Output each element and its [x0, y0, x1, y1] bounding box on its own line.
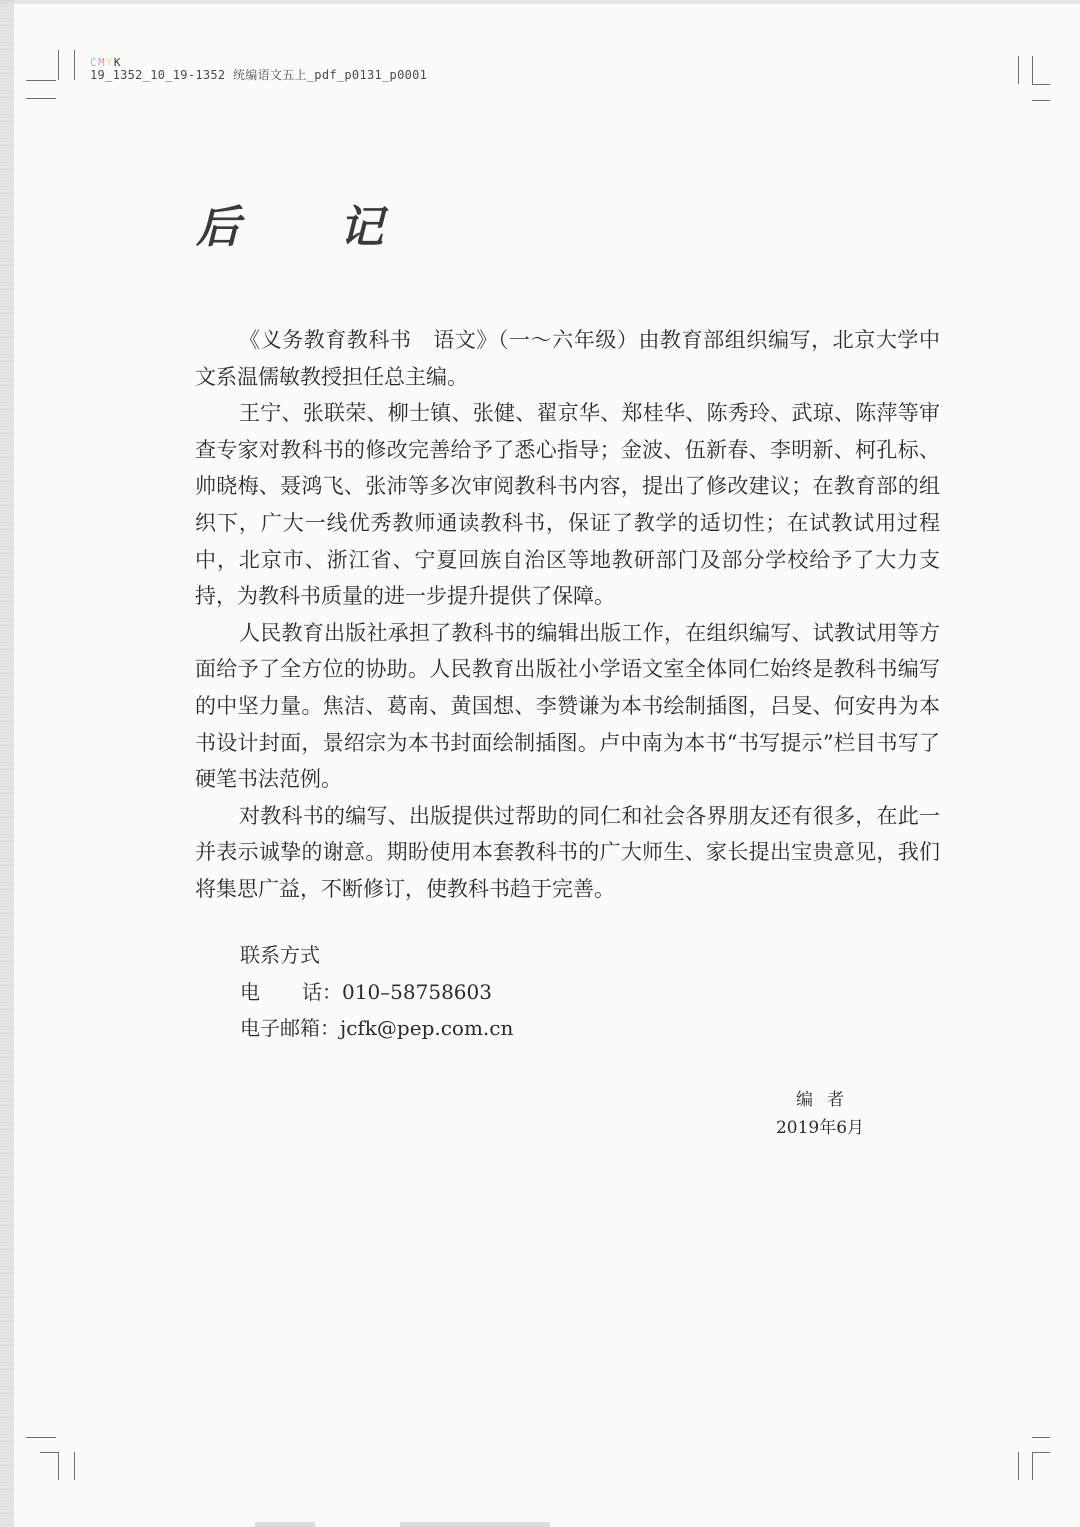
page-title: 后 记 [196, 202, 426, 253]
crop-mark [26, 98, 56, 99]
paragraph: 人民教育出版社承担了教科书的编辑出版工作，在组织编写、试教试用等方面给予了全方位的协助。人民教育出版社小学语文室全体同仁始终是教科书编写的中坚力量。焦洁、葛南、黄国想、李赞谦为本书绘制插图，吕旻、何安冉为本书设计封面，景绍宗为本书封面绘制插图。卢中南为本书“书写提示”栏目书写了硬笔书法范例。 [195, 620, 940, 792]
contact-heading: 联系方式 [240, 943, 320, 967]
cmyk-k: K [113, 56, 121, 69]
cmyk-c: C [90, 56, 97, 69]
paragraph: 《义务教育教科书 语文》（一～六年级）由教育部组织编写，北京大学中文系温儒敏教授担任总主编。 [195, 328, 940, 389]
crop-mark [1032, 56, 1033, 84]
email-label: 电子邮箱： [240, 1016, 340, 1040]
scan-artifact [400, 1522, 550, 1527]
signature-date: 2019年6月 [775, 1118, 865, 1138]
print-slug-code: 19_1352_10_19-1352 统编语文五上_pdf_p0131_p0001 [90, 68, 428, 82]
crop-mark [40, 1452, 58, 1453]
paragraph: 王宁、张联荣、柳士镇、张健、翟京华、郑桂华、陈秀玲、武琼、陈萍等审查专家对教科书的修改完善给予了悉心指导；金波、伍新春、李明新、柯孔标、帅晓梅、聂鸿飞、张沛等多次审阅教科书内容，提出了修改建议；在教育部的组织下，广大一线优秀教师通读教科书，保证了教学的适切性；在试教试用过程中，北京市、浙江省、宁夏回族自治区等地教研部门及部分学校给予了大力支持，为教科书质量的进一步提升提供了保障。 [195, 401, 940, 609]
scan-edge [0, 0, 14, 1527]
phone-label-b: 话： [302, 979, 342, 1004]
crop-mark [58, 50, 59, 80]
crop-mark [26, 80, 56, 81]
crop-mark [1018, 1452, 1019, 1480]
phone-label-a: 电 [240, 979, 260, 1004]
paragraph: 对教科书的编写、出版提供过帮助的同仁和社会各界朋友还有很多，在此一并表示诚挚的谢意。期盼使用本套教科书的广大师生、家长提出宝贵意见，我们将集思广益，不断修订，使教科书趋于完善。 [195, 803, 940, 901]
phone-number: 010–58758603 [342, 979, 492, 1004]
cmyk-m: M [97, 56, 105, 69]
crop-mark [1032, 100, 1050, 101]
crop-mark [74, 1452, 75, 1480]
crop-mark [1018, 56, 1019, 84]
crop-mark [1032, 1452, 1050, 1453]
crop-mark [26, 1437, 56, 1438]
print-slug [90, 56, 427, 82]
crop-mark [1032, 1437, 1050, 1438]
scan-edge-top [0, 0, 1080, 4]
signature-block [760, 1086, 880, 1142]
crop-mark [74, 50, 75, 80]
crop-mark [1032, 1452, 1033, 1480]
crop-mark [58, 1452, 59, 1480]
afterword-body [195, 322, 940, 908]
contact-email-line [240, 1010, 513, 1047]
contact-block [240, 937, 513, 1047]
scan-artifact [255, 1522, 315, 1527]
cmyk-y: Y [105, 56, 113, 69]
email-address: jcfk@pep.com.cn [340, 1016, 514, 1040]
signature-author: 编者 [796, 1090, 858, 1110]
crop-mark [1032, 84, 1050, 85]
contact-phone-line [240, 974, 513, 1011]
